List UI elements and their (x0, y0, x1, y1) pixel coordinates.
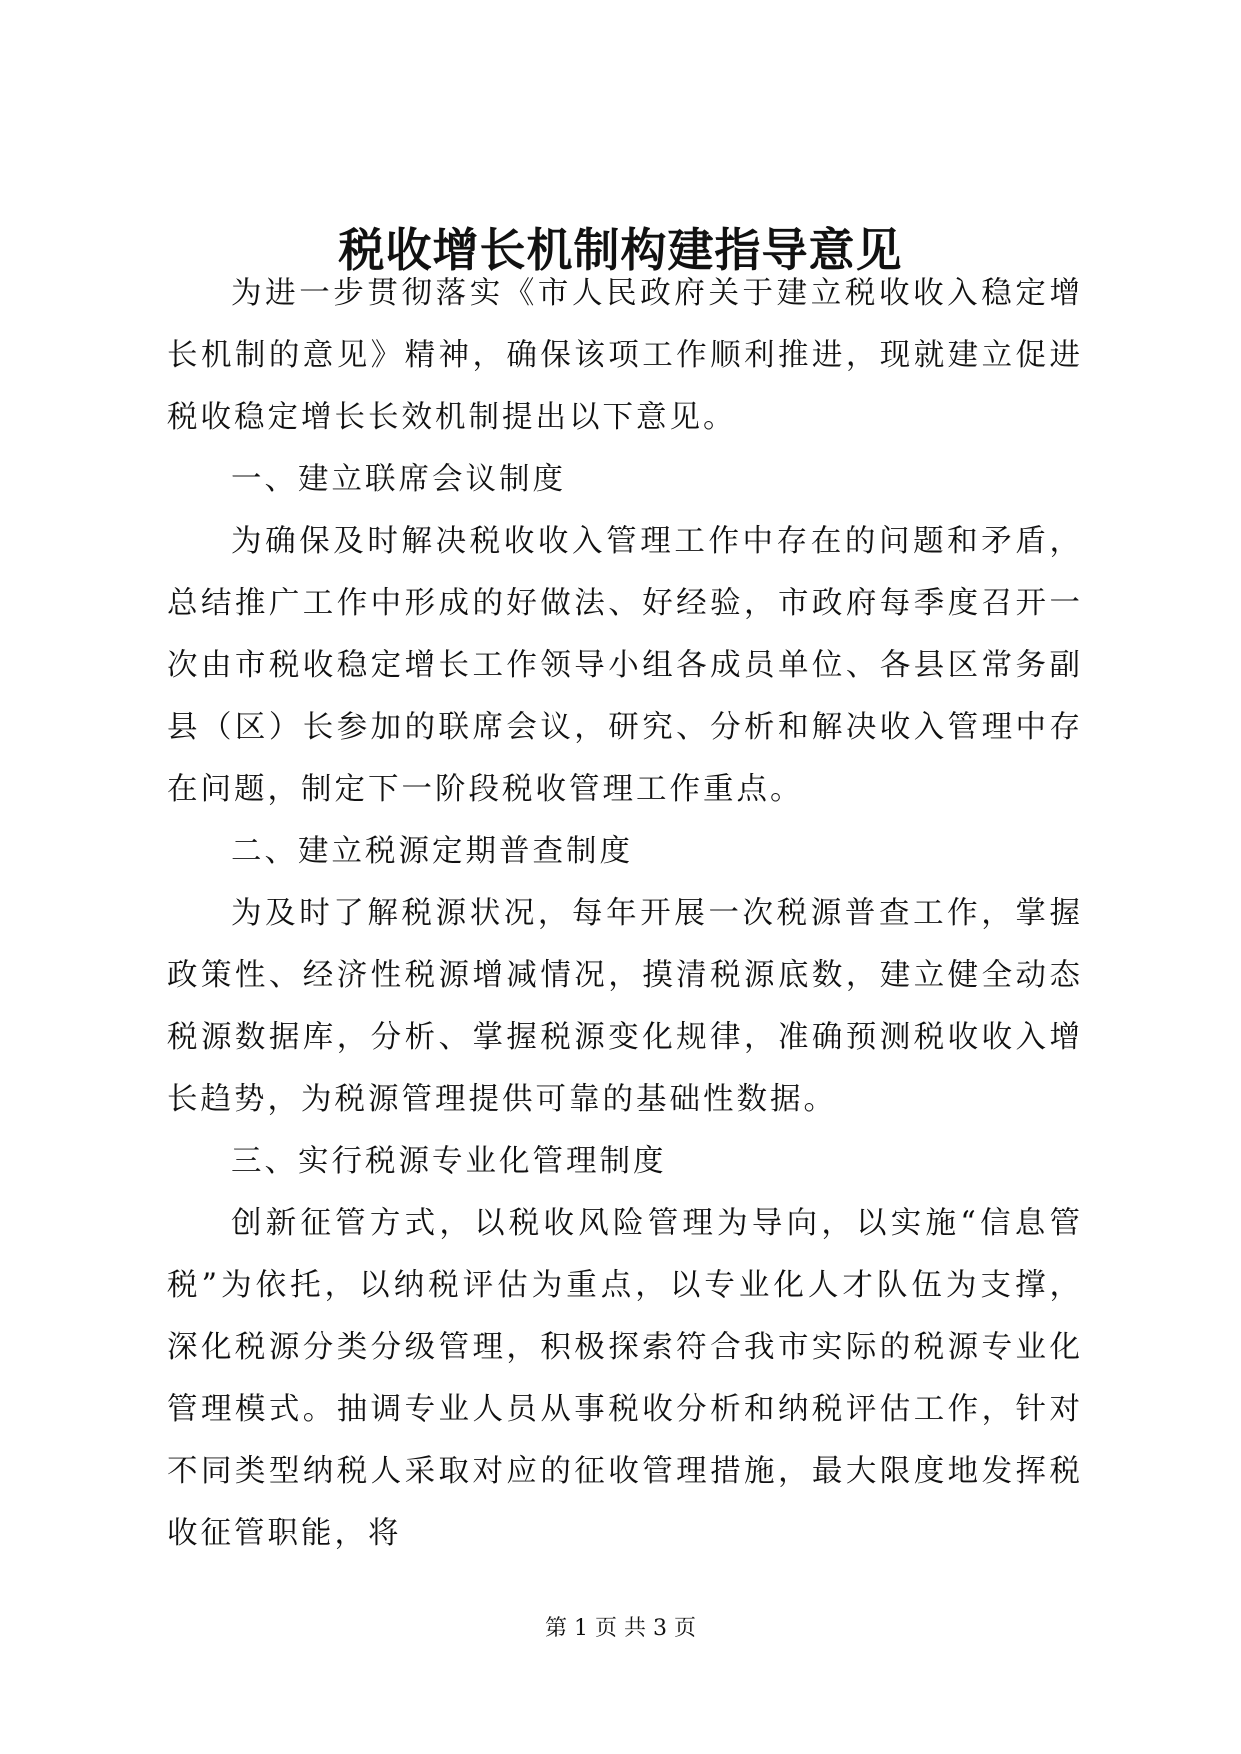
paragraph-section-3: 创新征管方式，以税收风险管理为导向，以实施“信息管税”为依托，以纳税评估为重点，以专业化人才队伍为支撑，深化税源分类分级管理，积极探索符合我市实际的税源专业化管理模式。抽调专业人员从事税收分析和纳税评估工作，针对不同类型纳税人采取对应的征收管理措施，最大限度地发挥税收征管职能，将 (167, 1206, 1083, 1551)
paragraph-intro: 为进一步贯彻落实《市人民政府关于建立税收收入稳定增长机制的意见》精神，确保该项工作顺利推进，现就建立促进税收稳定增长长效机制提出以下意见。 (167, 276, 1083, 435)
section-heading-3: 三、实行税源专业化管理制度 (231, 1144, 667, 1179)
document-body (167, 263, 1083, 1565)
section-heading-2: 二、建立税源定期普查制度 (231, 834, 633, 869)
document-title: 税收增长机制构建指导意见 (338, 223, 903, 277)
paragraph-section-2: 为及时了解税源状况，每年开展一次税源普查工作，掌握政策性、经济性税源增减情况，摸清税源底数，建立健全动态税源数据库，分析、掌握税源变化规律，准确预测税收收入增长趋势，为税源管理提供可靠的基础性数据。 (167, 896, 1083, 1117)
page-footer: 第 1 页 共 3 页 (545, 1616, 696, 1641)
paragraph-section-1: 为确保及时解决税收收入管理工作中存在的问题和矛盾，总结推广工作中形成的好做法、好经验，市政府每季度召开一次由市税收稳定增长工作领导小组各成员单位、各县区常务副县（区）长参加的联席会议，研究、分析和解决收入管理中存在问题，制定下一阶段税收管理工作重点。 (167, 524, 1083, 807)
section-heading-1: 一、建立联席会议制度 (231, 462, 566, 497)
